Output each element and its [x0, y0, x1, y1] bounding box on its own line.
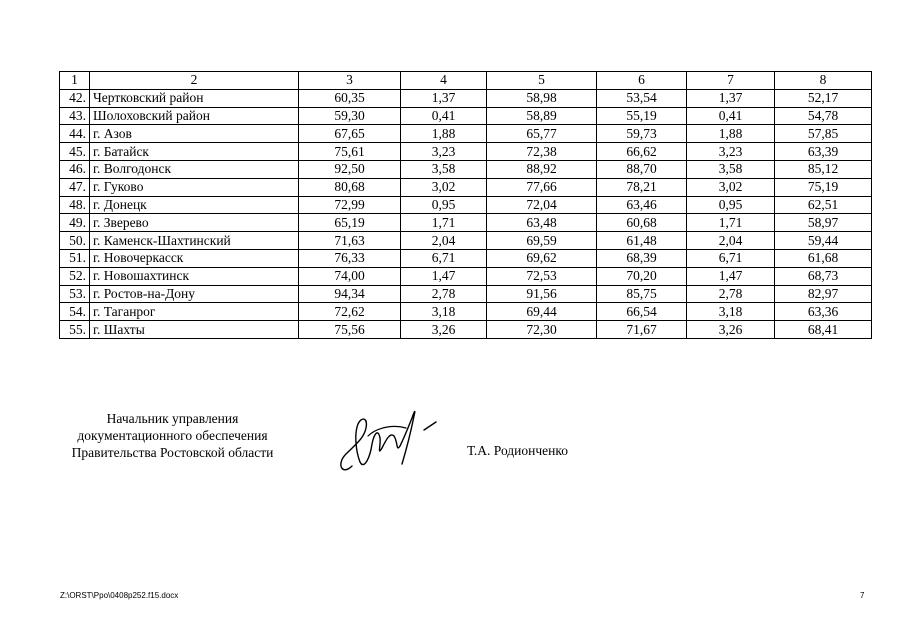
- value-cell: 52,17: [775, 89, 872, 107]
- value-cell: 88,92: [487, 160, 597, 178]
- header-cell: 8: [775, 72, 872, 90]
- value-cell: 69,59: [487, 232, 597, 250]
- row-number-cell: 47.: [60, 178, 90, 196]
- territory-name-cell: г. Гуково: [90, 178, 299, 196]
- territory-name-cell: Шолоховский район: [90, 107, 299, 125]
- value-cell: 88,70: [597, 160, 687, 178]
- territory-name-cell: г. Зверево: [90, 214, 299, 232]
- header-cell: 2: [90, 72, 299, 90]
- territory-name-cell: г. Ростов-на-Дону: [90, 285, 299, 303]
- value-cell: 61,68: [775, 249, 872, 267]
- value-cell: 66,54: [597, 303, 687, 321]
- value-cell: 63,48: [487, 214, 597, 232]
- territory-name-cell: г. Шахты: [90, 321, 299, 339]
- row-number-cell: 48.: [60, 196, 90, 214]
- value-cell: 0,41: [687, 107, 775, 125]
- table-row: [60, 143, 872, 161]
- row-number-cell: 46.: [60, 160, 90, 178]
- value-cell: 68,39: [597, 249, 687, 267]
- value-cell: 2,78: [687, 285, 775, 303]
- value-cell: 1,71: [687, 214, 775, 232]
- value-cell: 58,98: [487, 89, 597, 107]
- value-cell: 3,26: [687, 321, 775, 339]
- value-cell: 3,02: [401, 178, 487, 196]
- data-table: [59, 71, 872, 339]
- table-row: [60, 321, 872, 339]
- value-cell: 58,89: [487, 107, 597, 125]
- row-number-cell: 55.: [60, 321, 90, 339]
- value-cell: 1,47: [401, 267, 487, 285]
- value-cell: 63,39: [775, 143, 872, 161]
- value-cell: 69,62: [487, 249, 597, 267]
- value-cell: 3,26: [401, 321, 487, 339]
- value-cell: 53,54: [597, 89, 687, 107]
- table-row: [60, 285, 872, 303]
- value-cell: 1,88: [687, 125, 775, 143]
- value-cell: 59,73: [597, 125, 687, 143]
- territory-name-cell: г. Азов: [90, 125, 299, 143]
- value-cell: 85,75: [597, 285, 687, 303]
- value-cell: 69,44: [487, 303, 597, 321]
- value-cell: 3,18: [687, 303, 775, 321]
- value-cell: 77,66: [487, 178, 597, 196]
- header-cell: 3: [299, 72, 401, 90]
- value-cell: 92,50: [299, 160, 401, 178]
- value-cell: 1,88: [401, 125, 487, 143]
- value-cell: 0,41: [401, 107, 487, 125]
- territory-name-cell: г. Донецк: [90, 196, 299, 214]
- value-cell: 1,71: [401, 214, 487, 232]
- value-cell: 0,95: [401, 196, 487, 214]
- table-row: [60, 249, 872, 267]
- value-cell: 6,71: [401, 249, 487, 267]
- table-header-row: [60, 72, 872, 90]
- table-row: [60, 125, 872, 143]
- position-line: Начальник управления: [106, 411, 239, 426]
- footer-file-path: Z:\ORST\Ppo\0408p252.f15.docx: [60, 591, 179, 600]
- value-cell: 3,58: [401, 160, 487, 178]
- value-cell: 2,04: [401, 232, 487, 250]
- value-cell: 72,04: [487, 196, 597, 214]
- header-cell: 5: [487, 72, 597, 90]
- territory-name-cell: г. Батайск: [90, 143, 299, 161]
- value-cell: 75,61: [299, 143, 401, 161]
- table-row: [60, 107, 872, 125]
- table-row: [60, 178, 872, 196]
- row-number-cell: 52.: [60, 267, 90, 285]
- row-number-cell: 44.: [60, 125, 90, 143]
- row-number-cell: 45.: [60, 143, 90, 161]
- value-cell: 2,04: [687, 232, 775, 250]
- value-cell: 65,19: [299, 214, 401, 232]
- table-row: [60, 232, 872, 250]
- value-cell: 68,41: [775, 321, 872, 339]
- value-cell: 63,46: [597, 196, 687, 214]
- value-cell: 60,68: [597, 214, 687, 232]
- value-cell: 80,68: [299, 178, 401, 196]
- value-cell: 76,33: [299, 249, 401, 267]
- header-cell: 7: [687, 72, 775, 90]
- value-cell: 70,20: [597, 267, 687, 285]
- header-cell: 1: [60, 72, 90, 90]
- value-cell: 6,71: [687, 249, 775, 267]
- value-cell: 61,48: [597, 232, 687, 250]
- value-cell: 1,47: [687, 267, 775, 285]
- row-number-cell: 43.: [60, 107, 90, 125]
- row-number-cell: 51.: [60, 249, 90, 267]
- territory-name-cell: г. Новошахтинск: [90, 267, 299, 285]
- territory-name-cell: Чертковский район: [90, 89, 299, 107]
- value-cell: 94,34: [299, 285, 401, 303]
- value-cell: 68,73: [775, 267, 872, 285]
- table-row: [60, 196, 872, 214]
- value-cell: 72,30: [487, 321, 597, 339]
- table-row: [60, 89, 872, 107]
- value-cell: 1,37: [687, 89, 775, 107]
- territory-name-cell: г. Новочеркасск: [90, 249, 299, 267]
- table-row: [60, 303, 872, 321]
- value-cell: 82,97: [775, 285, 872, 303]
- handwritten-signature: [330, 398, 445, 483]
- value-cell: 67,65: [299, 125, 401, 143]
- row-number-cell: 50.: [60, 232, 90, 250]
- value-cell: 74,00: [299, 267, 401, 285]
- value-cell: 59,44: [775, 232, 872, 250]
- table-row: [60, 160, 872, 178]
- page-number: 7: [860, 591, 865, 600]
- value-cell: 60,35: [299, 89, 401, 107]
- row-number-cell: 53.: [60, 285, 90, 303]
- table-row: [60, 214, 872, 232]
- value-cell: 75,19: [775, 178, 872, 196]
- value-cell: 72,38: [487, 143, 597, 161]
- territory-name-cell: г. Каменск-Шахтинский: [90, 232, 299, 250]
- value-cell: 71,63: [299, 232, 401, 250]
- value-cell: 3,58: [687, 160, 775, 178]
- value-cell: 55,19: [597, 107, 687, 125]
- value-cell: 65,77: [487, 125, 597, 143]
- value-cell: 66,62: [597, 143, 687, 161]
- position-line: Правительства Ростовской области: [71, 445, 274, 460]
- value-cell: 91,56: [487, 285, 597, 303]
- value-cell: 3,18: [401, 303, 487, 321]
- territory-name-cell: г. Таганрог: [90, 303, 299, 321]
- value-cell: 0,95: [687, 196, 775, 214]
- value-cell: 72,53: [487, 267, 597, 285]
- value-cell: 85,12: [775, 160, 872, 178]
- value-cell: 3,23: [401, 143, 487, 161]
- value-cell: 2,78: [401, 285, 487, 303]
- value-cell: 57,85: [775, 125, 872, 143]
- value-cell: 72,99: [299, 196, 401, 214]
- value-cell: 63,36: [775, 303, 872, 321]
- territory-name-cell: г. Волгодонск: [90, 160, 299, 178]
- value-cell: 1,37: [401, 89, 487, 107]
- signatory-name: Т.А. Родионченко: [467, 443, 568, 458]
- value-cell: 59,30: [299, 107, 401, 125]
- header-cell: 4: [401, 72, 487, 90]
- value-cell: 62,51: [775, 196, 872, 214]
- row-number-cell: 42.: [60, 89, 90, 107]
- value-cell: 78,21: [597, 178, 687, 196]
- position-line: документационного обеспечения: [77, 428, 268, 443]
- value-cell: 71,67: [597, 321, 687, 339]
- value-cell: 75,56: [299, 321, 401, 339]
- value-cell: 3,23: [687, 143, 775, 161]
- row-number-cell: 54.: [60, 303, 90, 321]
- header-cell: 6: [597, 72, 687, 90]
- row-number-cell: 49.: [60, 214, 90, 232]
- signature-title-block: [55, 410, 290, 461]
- value-cell: 72,62: [299, 303, 401, 321]
- value-cell: 58,97: [775, 214, 872, 232]
- value-cell: 54,78: [775, 107, 872, 125]
- table-row: [60, 267, 872, 285]
- value-cell: 3,02: [687, 178, 775, 196]
